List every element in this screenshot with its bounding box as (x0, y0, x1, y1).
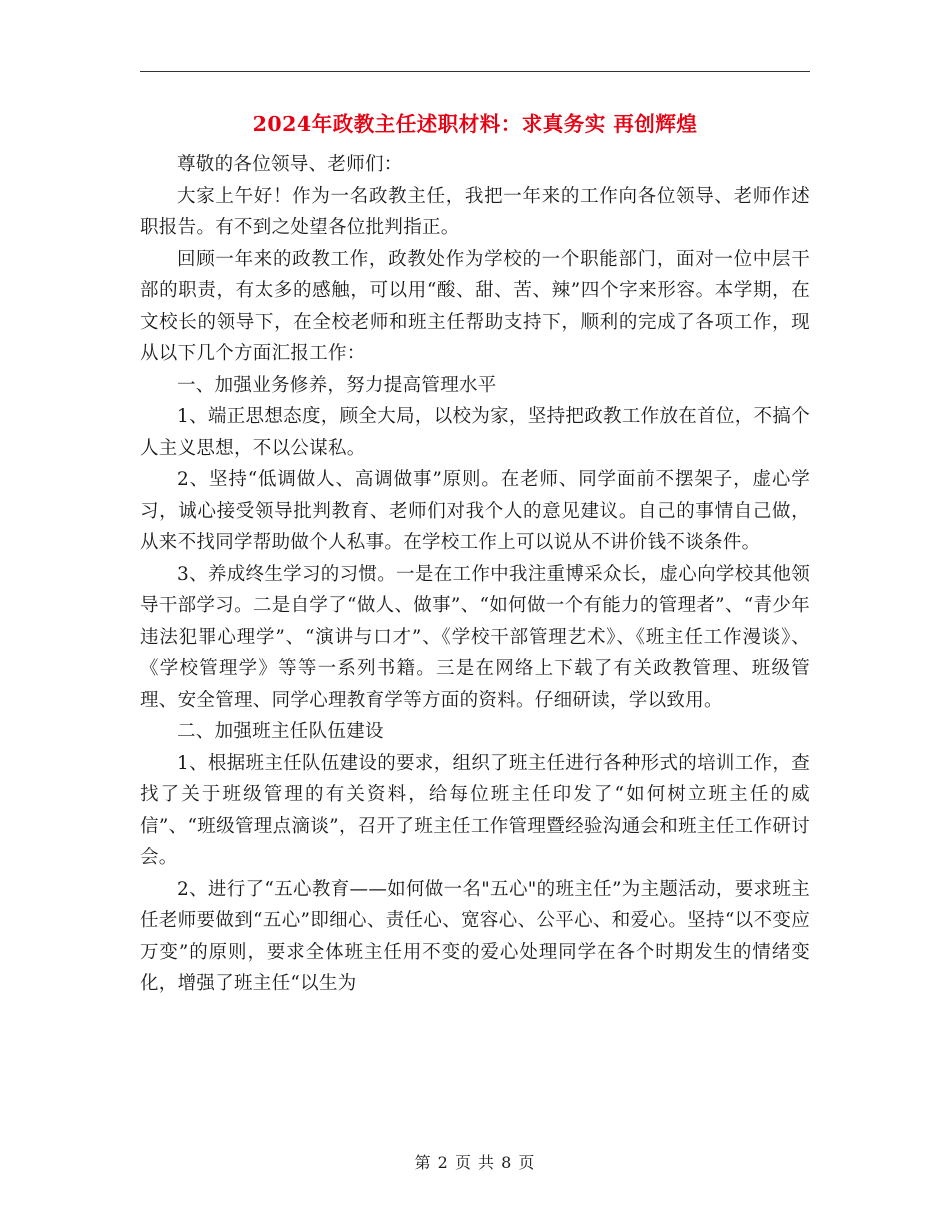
section-heading-1: 一、加强业务修养，努力提高管理水平 (177, 374, 497, 396)
paragraph-item-1-2: 2、坚持“低调做人、高调做事”原则。在老师、同学面前不摆架子，虚心学习，诚心接受领导批判教育、老师们对我个人的意见建议。自己的事情自己做，从来不找同学帮助做个人私事。在学校工作上可以说从不讲价钱不谈条件。 (140, 469, 810, 553)
paragraph-item-2-2: 2、进行了“五心教育——如何做一名"五心"的班主任”为主题活动，要求班主任老师要做到“五心”即细心、责任心、宽容心、公平心、和爱心。坚持“以不变应万变”的原则，要求全体班主任用不变的爱心处理同学在各个时期发生的情绪变化，增强了班主任“以生为 (140, 878, 810, 994)
paragraph-item-2-1: 1、根据班主任队伍建设的要求，组织了班主任进行各种形式的培训工作，查找了关于班级管理的有关资料，给每位班主任印发了“如何树立班主任的威信”、“班级管理点滴谈”，召开了班主任工作管理暨经验沟通会和班主任工作研讨会。 (140, 752, 810, 868)
salutation: 尊敬的各位领导、老师们： (177, 154, 403, 175)
paragraph-greeting: 大家上午好！作为一名政教主任，我把一年来的工作向各位领导、老师作述职报告。有不到之处望各位批判指正。 (140, 185, 810, 238)
document-body (140, 149, 810, 1000)
page-number: 第 2 页 共 8 页 (414, 1153, 536, 1172)
document-title: 2024年政教主任述职材料：求真务实 再创辉煌 (252, 112, 698, 136)
paragraph-review: 回顾一年来的政教工作，政教处作为学校的一个职能部门，面对一位中层干部的职责，有太多的感触，可以用“酸、甜、苦、辣”四个字来形容。本学期，在文校长的领导下，在全校老师和班主任帮助支持下，顺利的完成了各项工作，现从以下几个方面汇报工作： (140, 248, 810, 364)
paragraph-item-1-3: 3、养成终生学习的习惯。一是在工作中我注重博采众长，虚心向学校其他领导干部学习。二是自学了“做人、做事”、“如何做一个有能力的管理者”、“青少年违法犯罪心理学”、“演讲与口才”、《学校干部管理艺术》、《班主任工作漫谈》、《学校管理学》等等一系列书籍。三是在网络上下载了有关政教管理、班级管理、安全管理、同学心理教育学等方面的资料。仔细研读，学以致用。 (140, 563, 810, 711)
header-rule (140, 71, 810, 72)
paragraph-item-1-1: 1、端正思想态度，顾全大局，以校为家，坚持把政教工作放在首位，不搞个人主义思想，不以公谋私。 (140, 406, 810, 459)
section-heading-2: 二、加强班主任队伍建设 (177, 721, 384, 742)
